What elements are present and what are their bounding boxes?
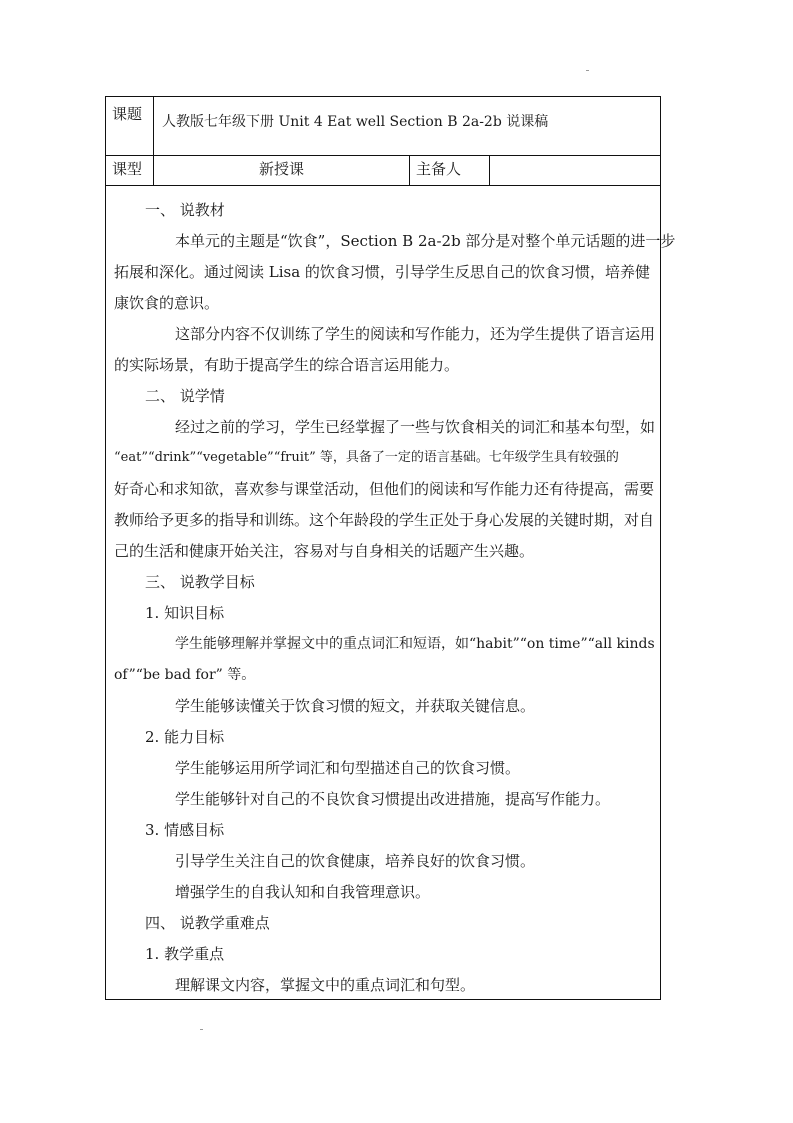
paragraph-line: 这部分内容不仅训练了学生的阅读和写作能力，还为学生提供了语言运用 <box>175 325 656 343</box>
paragraph-line: 拓展和深化。通过阅读 Lisa 的饮食习惯，引导学生反思自己的饮食习惯，培养健 <box>114 263 650 281</box>
host-label: 主备人 <box>416 160 462 178</box>
type-value-cell <box>154 155 410 185</box>
paragraph-line: 康饮食的意识。 <box>114 294 220 312</box>
paragraph-line: 教师给予更多的指导和训练。这个年龄段的学生正处于身心发展的关键时期，对自 <box>114 511 655 529</box>
title-row <box>106 97 660 156</box>
paragraph-line: of”“be bad for” 等。 <box>114 667 256 683</box>
type-row <box>106 155 660 186</box>
paragraph-line: 学生能够理解并掌握文中的重点词汇和短语，如“habit”“on time”“all kinds <box>175 636 655 652</box>
subsection-heading: 1. 知识目标 <box>145 604 225 622</box>
subsection-heading: 1. 教学重点 <box>145 945 225 963</box>
paragraph-line: 理解课文内容，掌握文中的重点词汇和句型。 <box>175 976 476 994</box>
type-value: 新授课 <box>258 160 304 178</box>
paragraph-line: “eat”“drink”“vegetable”“fruit” 等，具备了一定的语言基础。七年级学生具有较强的 <box>114 450 619 465</box>
paragraph-line: 学生能够针对自己的不良饮食习惯提出改进措施，提高写作能力。 <box>175 790 611 808</box>
paragraph-line: 本单元的主题是“饮食”，Section B 2a-2b 部分是对整个单元话题的进一步 <box>175 232 676 250</box>
paragraph-line: 己的生活和健康开始关注，容易对与自身相关的话题产生兴趣。 <box>114 542 535 560</box>
host-label-cell <box>410 155 490 185</box>
section-heading: 四、 说教学重难点 <box>145 914 270 932</box>
page-mark <box>586 70 589 71</box>
section-heading: 二、 说学情 <box>145 387 225 405</box>
page-mark <box>200 1029 203 1030</box>
host-value-cell <box>490 155 660 185</box>
section-heading: 三、 说教学目标 <box>145 573 255 591</box>
paragraph-line: 学生能够读懂关于饮食习惯的短文，并获取关键信息。 <box>175 697 536 715</box>
type-label: 课型 <box>112 160 143 178</box>
paragraph-line: 引导学生关注自己的饮食健康，培养良好的饮食习惯。 <box>175 852 536 870</box>
title-label-cell <box>106 97 154 155</box>
lesson-title: 人教版七年级下册 Unit 4 Eat well Section B 2a-2b 说课稿 <box>162 114 549 130</box>
section-heading: 一、 说教材 <box>145 201 225 219</box>
title-label: 课题 <box>112 105 143 123</box>
paragraph-line: 的实际场景，有助于提高学生的综合语言运用能力。 <box>114 356 460 374</box>
title-value-cell <box>154 97 660 155</box>
subsection-heading: 3. 情感目标 <box>145 821 225 839</box>
lesson-plan-table <box>105 96 676 1000</box>
paragraph-line: 好奇心和求知欲，喜欢参与课堂活动，但他们的阅读和写作能力还有待提高，需要 <box>114 480 655 498</box>
type-label-cell <box>106 155 154 185</box>
paragraph-line: 增强学生的自我认知和自我管理意识。 <box>175 883 431 901</box>
subsection-heading: 2. 能力目标 <box>145 728 225 746</box>
paragraph-line: 学生能够运用所学词汇和句型描述自己的饮食习惯。 <box>175 759 521 777</box>
paragraph-line: 经过之前的学习，学生已经掌握了一些与饮食相关的词汇和基本句型，如 <box>175 418 656 436</box>
